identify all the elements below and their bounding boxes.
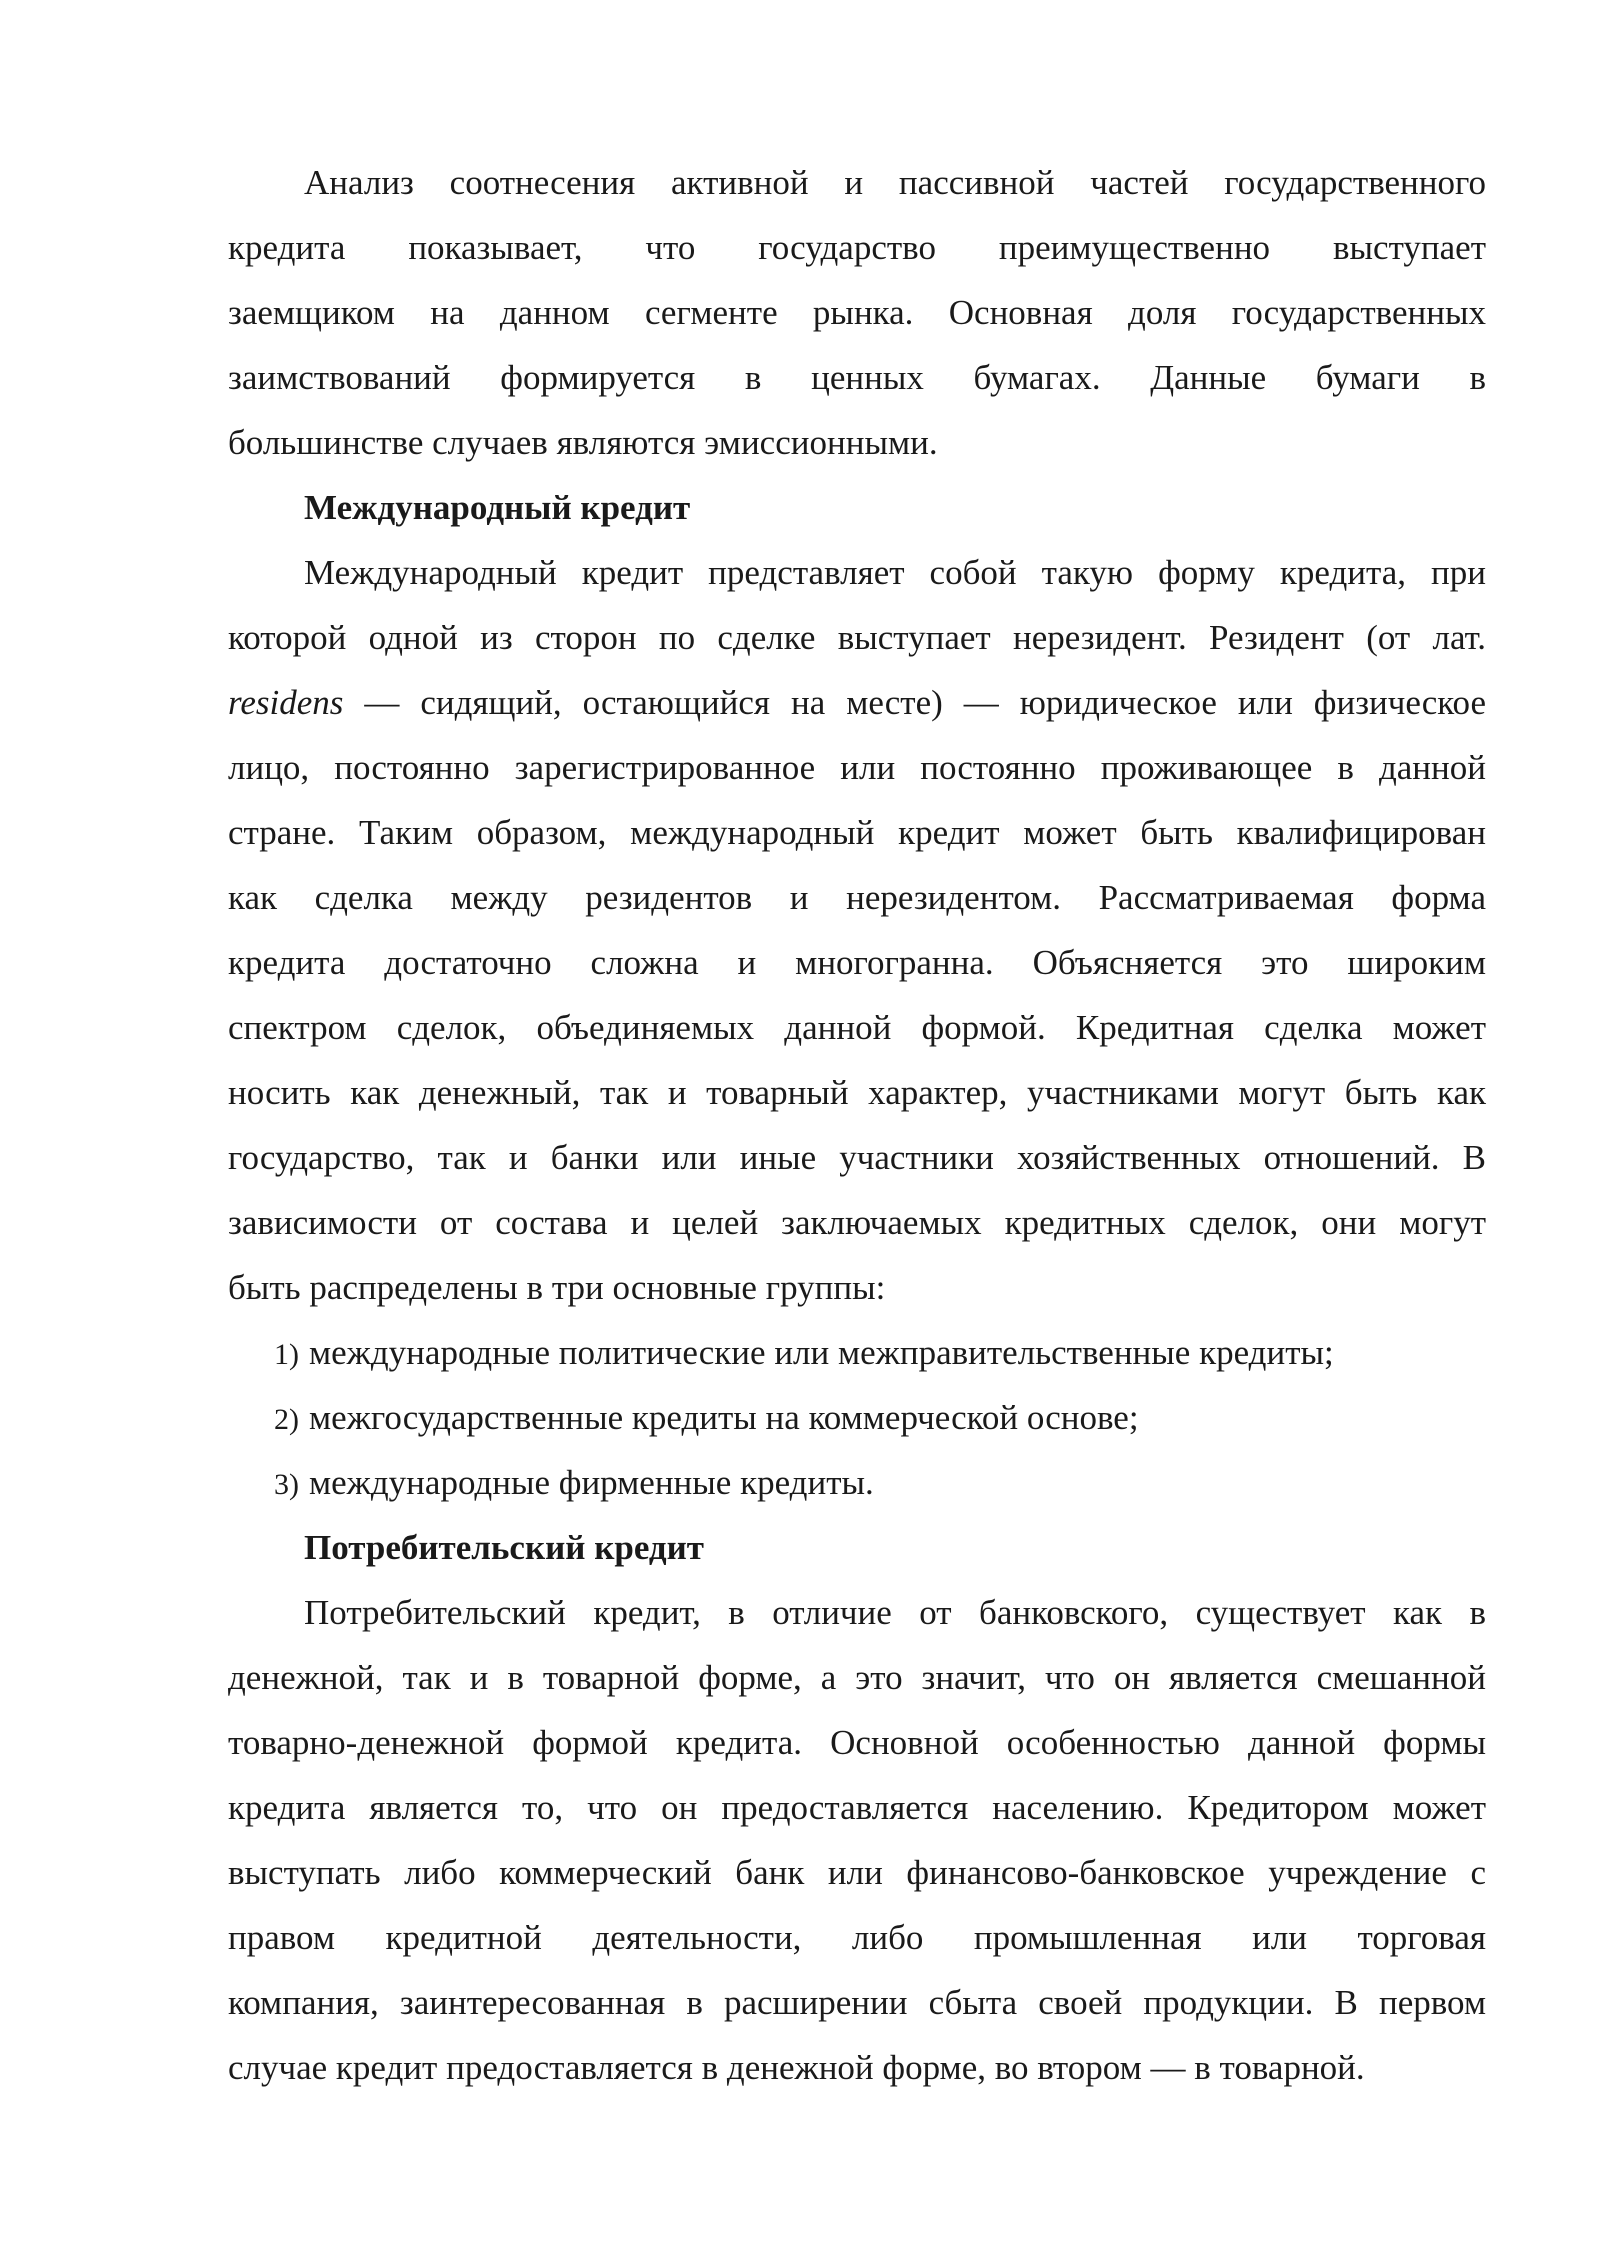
text-line: правом кредитной деятельности, либо промышленная или торговая [228, 1918, 1486, 1957]
text-line: Потребительский кредит, в отличие от банковского, существует как в [304, 1593, 1486, 1632]
text-line: кредита достаточно сложна и многогранна. Объясняется это широким [228, 943, 1486, 982]
list-item [228, 1385, 1486, 1450]
text-line: быть распределены в три основные группы: [228, 1268, 886, 1307]
text-line: которой одной из сторон по сделке выступает нерезидент. Резидент (от лат. [228, 618, 1486, 657]
list-item-text: международные политические или межправительственные кредиты; [309, 1333, 1334, 1372]
text-segment: — сидящий, остающийся на месте) — юридическое или физическое [343, 683, 1486, 722]
list-item-text: межгосударственные кредиты на коммерческой основе; [309, 1398, 1139, 1437]
section-heading-consumer-credit: Потребительский кредит [304, 1528, 704, 1567]
text-line: компания, заинтересованная в расширении сбыта своей продукции. В первом [228, 1983, 1486, 2022]
list-item [228, 1450, 1486, 1515]
list-number: 2) [274, 1403, 299, 1436]
list-number: 1) [274, 1338, 299, 1371]
text-line: товарно-денежной формой кредита. Основной особенностью данной формы [228, 1723, 1486, 1762]
text-line: государство, так и банки или иные участники хозяйственных отношений. В [228, 1138, 1486, 1177]
latin-term: residens [228, 683, 344, 722]
text-line: Анализ соотнесения активной и пассивной частей государственного [304, 163, 1486, 202]
text-line: стране. Таким образом, международный кредит может быть квалифицирован [228, 813, 1486, 852]
text-line: Международный кредит представляет собой такую форму кредита, при [304, 553, 1486, 592]
text-line: носить как денежный, так и товарный характер, участниками могут быть как [228, 1073, 1486, 1112]
section-heading-international-credit: Международный кредит [304, 488, 691, 527]
text-line: заимствований формируется в ценных бумагах. Данные бумаги в [228, 358, 1486, 397]
text-line: лицо, постоянно зарегистрированное или постоянно проживающее в данной [228, 748, 1486, 787]
text-line: кредита показывает, что государство преимущественно выступает [228, 228, 1486, 267]
list-item [228, 1320, 1486, 1385]
text-line: случае кредит предоставляется в денежной форме, во втором — в товарной. [228, 2048, 1365, 2087]
text-line: спектром сделок, объединяемых данной формой. Кредитная сделка может [228, 1008, 1486, 1047]
document-page [228, 150, 1486, 2100]
list-number: 3) [274, 1468, 299, 1501]
paragraph-consumer-credit [228, 1580, 1486, 2100]
text-line: как сделка между резидентов и нерезидентом. Рассматриваемая форма [228, 878, 1486, 917]
text-line: заемщиком на данном сегменте рынка. Основная доля государственных [228, 293, 1486, 332]
text-line [228, 670, 1486, 735]
text-line: выступать либо коммерческий банк или финансово-банковское учреждение с [228, 1853, 1486, 1892]
text-line: зависимости от состава и целей заключаемых кредитных сделок, они могут [228, 1203, 1486, 1242]
text-line: кредита является то, что он предоставляется населению. Кредитором может [228, 1788, 1486, 1827]
list-item-text: международные фирменные кредиты. [309, 1463, 874, 1502]
text-line: большинстве случаев являются эмиссионными. [228, 423, 938, 462]
paragraph-state-credit [228, 150, 1486, 475]
text-line: денежной, так и в товарной форме, а это значит, что он является смешанной [228, 1658, 1486, 1697]
credit-groups-list [228, 1320, 1486, 1515]
paragraph-international-credit [228, 540, 1486, 1320]
